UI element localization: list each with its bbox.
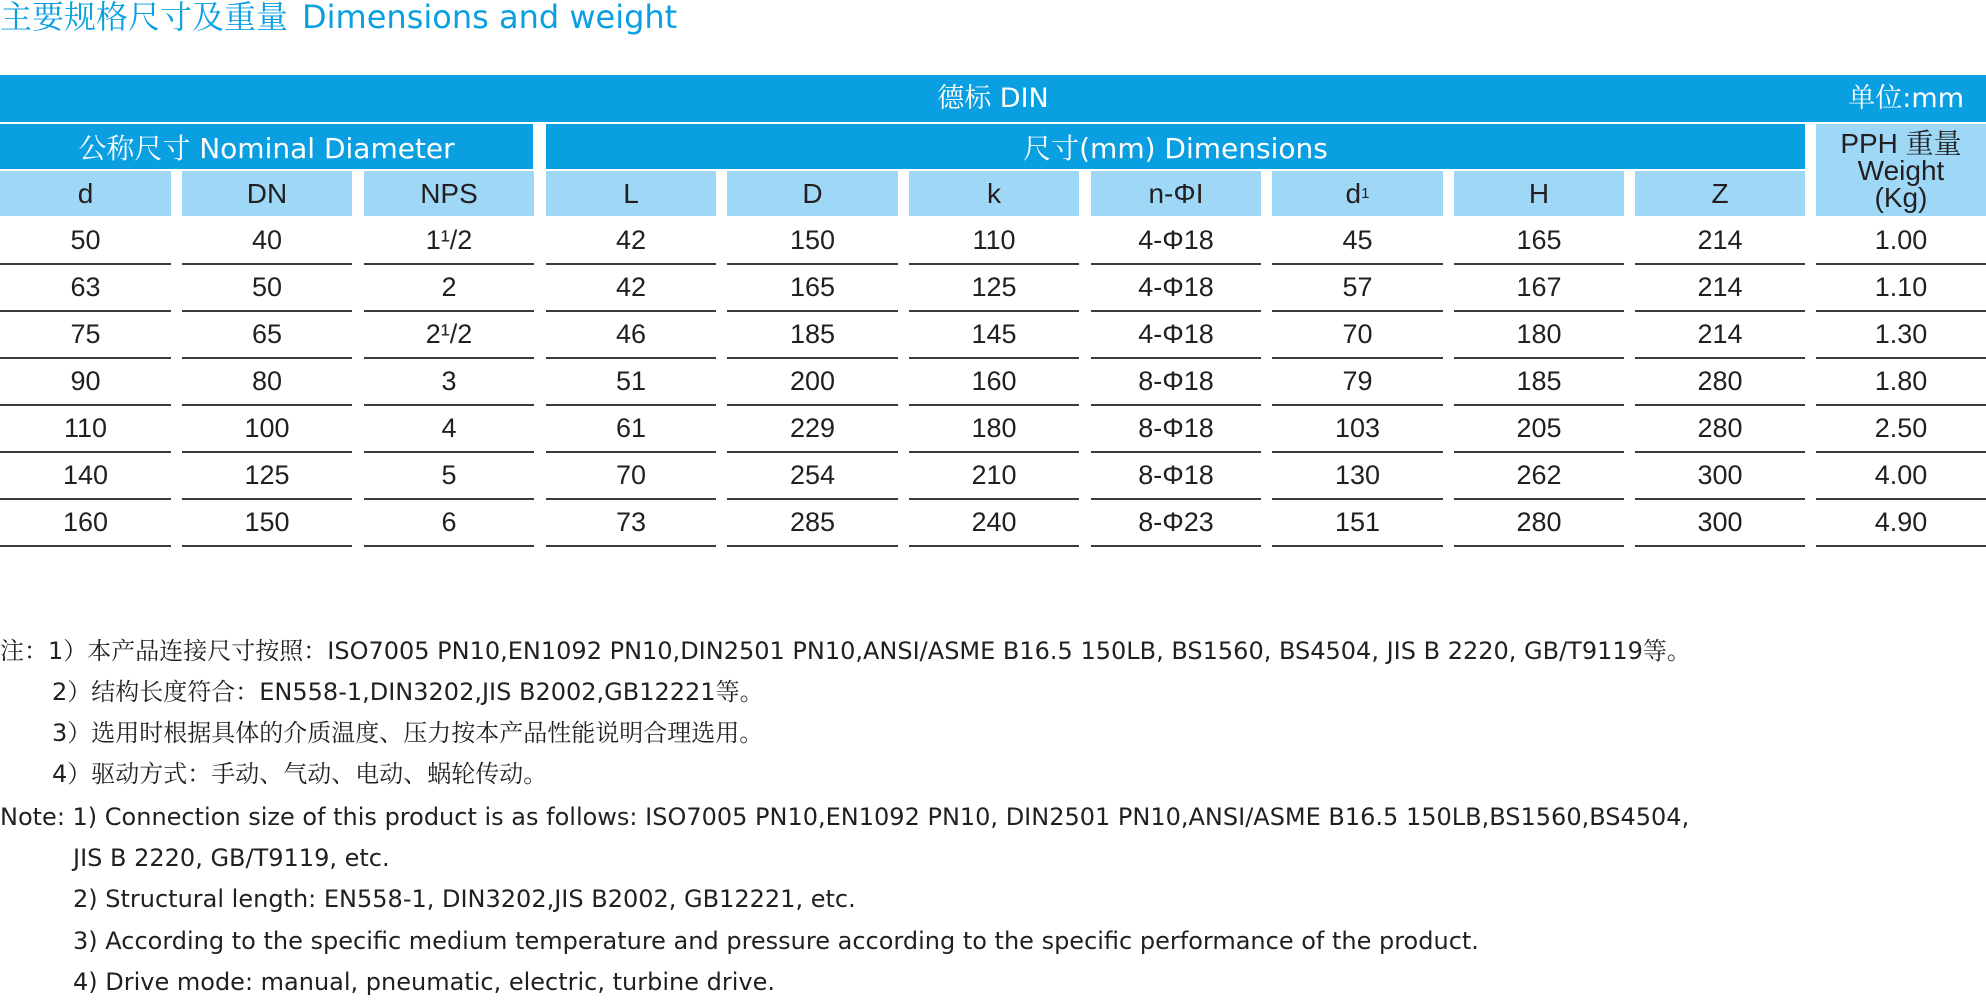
cell-k: 125 [909,265,1079,312]
cell-nps: 6 [364,500,534,547]
cell-big-d: 229 [727,406,898,453]
cell-weight: 1.00 [1816,218,1986,265]
note-cn-2: 2）结构长度符合：EN558-1,DIN3202,JIS B2002,GB12221等。 [52,678,764,706]
cell-d: 160 [0,500,171,547]
cell-k: 210 [909,453,1079,500]
cell-dn: 40 [182,218,352,265]
note-en-5: 4) Drive mode: manual, pneumatic, electric, turbine drive. [73,968,775,996]
cell-d1: 70 [1272,312,1443,359]
column-header-label: d [77,177,94,209]
note-en-1: Note: 1) Connection size of this product is as follows: ISO7005 PN10,EN1092 PN10, DIN2501 PN10,ANSI/ASME B16.5 150LB,BS1560,BS4504, [0,803,1690,831]
cell-l: 51 [546,359,716,406]
cell-n-phi: 4-Φ18 [1091,218,1261,265]
note-en-2: JIS B 2220, GB/T9119, etc. [73,844,390,872]
column-header-label: H [1528,177,1550,209]
cell-nps: 3 [364,359,534,406]
cell-dn: 50 [182,265,352,312]
table-standard-bar [0,75,1986,122]
dimensions-header: 尺寸(mm) Dimensions [546,124,1805,169]
cell-z: 214 [1635,312,1805,359]
note-cn-4: 4）驱动方式：手动、气动、电动、蜗轮传动。 [52,760,548,788]
cell-k: 180 [909,406,1079,453]
column-header-label: Z [1711,177,1729,209]
cell-dn: 150 [182,500,352,547]
column-header-z [1635,171,1805,216]
cell-n-phi: 8-Φ18 [1091,406,1261,453]
weight-header-line-3: (Kg) [1874,181,1928,213]
cell-d: 63 [0,265,171,312]
cell-big-d: 200 [727,359,898,406]
cell-l: 61 [546,406,716,453]
cell-nps: 5 [364,453,534,500]
cell-l: 70 [546,453,716,500]
cell-l: 73 [546,500,716,547]
cell-weight: 4.00 [1816,453,1986,500]
cell-d1: 57 [1272,265,1443,312]
cell-h: 180 [1454,312,1624,359]
cell-d1: 45 [1272,218,1443,265]
cell-weight: 1.30 [1816,312,1986,359]
cell-n-phi: 4-Φ18 [1091,265,1261,312]
unit-label: 单位:mm [1848,83,1964,114]
cell-h: 205 [1454,406,1624,453]
column-header-d [0,171,171,216]
title-en: Dimensions and weight [302,0,678,36]
cell-h: 280 [1454,500,1624,547]
cell-big-d: 165 [727,265,898,312]
cell-n-phi: 8-Φ18 [1091,453,1261,500]
page-title [0,0,691,40]
cell-d1: 79 [1272,359,1443,406]
cell-d: 140 [0,453,171,500]
cell-d1: 103 [1272,406,1443,453]
column-header-nps [364,171,534,216]
cell-z: 300 [1635,500,1805,547]
column-header-label: NPS [420,177,478,209]
cell-dn: 65 [182,312,352,359]
note-en-3: 2) Structural length: EN558-1, DIN3202,JIS B2002, GB12221, etc. [73,885,856,913]
note-cn-1: 注：1）本产品连接尺寸按照：ISO7005 PN10,EN1092 PN10,DIN2501 PN10,ANSI/ASME B16.5 150LB, BS1560, BS4504, JIS B 2220, GB/T9119等。 [0,637,1691,665]
cell-h: 165 [1454,218,1624,265]
cell-nps: 2 [364,265,534,312]
column-header-label: n-ΦI [1148,177,1204,209]
column-header-label: k [987,177,1001,209]
cell-nps: 1¹/2 [364,218,534,265]
cell-z: 300 [1635,453,1805,500]
dimensions-table [0,75,1986,551]
column-header-subscript: 1 [1361,185,1370,202]
cell-l: 42 [546,265,716,312]
cell-big-d: 150 [727,218,898,265]
column-header-label: d [1345,177,1362,209]
cell-n-phi: 8-Φ18 [1091,359,1261,406]
column-header-label: D [802,177,823,209]
cell-k: 110 [909,218,1079,265]
note-en-4: 3) According to the specific medium temperature and pressure according to the specific performance of the product. [73,927,1479,955]
column-header-label: L [623,177,639,209]
cell-weight: 4.90 [1816,500,1986,547]
cell-d1: 130 [1272,453,1443,500]
cell-z: 280 [1635,359,1805,406]
cell-big-d: 185 [727,312,898,359]
column-header-l [546,171,716,216]
cell-d: 50 [0,218,171,265]
cell-dn: 100 [182,406,352,453]
cell-h: 167 [1454,265,1624,312]
cell-weight: 1.10 [1816,265,1986,312]
weight-header-line-1: PPH 重量 [1840,127,1962,159]
nominal-diameter-header: 公称尺寸 Nominal Diameter [0,124,533,169]
cell-l: 46 [546,312,716,359]
weight-header-line-2: Weight [1857,154,1945,186]
cell-d: 110 [0,406,171,453]
title-cn: 主要规格尺寸及重量 [0,0,289,36]
standard-label: 德标 DIN [937,83,1049,114]
cell-dn: 125 [182,453,352,500]
column-header-d1 [1272,171,1443,216]
cell-z: 280 [1635,406,1805,453]
column-header-big-d [727,171,898,216]
column-header-n-phi [1091,171,1261,216]
cell-k: 160 [909,359,1079,406]
cell-nps: 2¹/2 [364,312,534,359]
cell-h: 185 [1454,359,1624,406]
cell-d1: 151 [1272,500,1443,547]
cell-nps: 4 [364,406,534,453]
cell-n-phi: 4-Φ18 [1091,312,1261,359]
cell-dn: 80 [182,359,352,406]
cell-n-phi: 8-Φ23 [1091,500,1261,547]
cell-big-d: 254 [727,453,898,500]
column-header-h [1454,171,1624,216]
column-header-k [909,171,1079,216]
cell-l: 42 [546,218,716,265]
cell-h: 262 [1454,453,1624,500]
cell-k: 145 [909,312,1079,359]
cell-big-d: 285 [727,500,898,547]
note-cn-3: 3）选用时根据具体的介质温度、压力按本产品性能说明合理选用。 [52,719,764,747]
cell-d: 90 [0,359,171,406]
cell-z: 214 [1635,265,1805,312]
weight-header [1816,124,1986,216]
cell-k: 240 [909,500,1079,547]
column-header-dn [182,171,352,216]
cell-z: 214 [1635,218,1805,265]
cell-weight: 2.50 [1816,406,1986,453]
column-header-label: DN [246,177,288,209]
cell-weight: 1.80 [1816,359,1986,406]
cell-d: 75 [0,312,171,359]
